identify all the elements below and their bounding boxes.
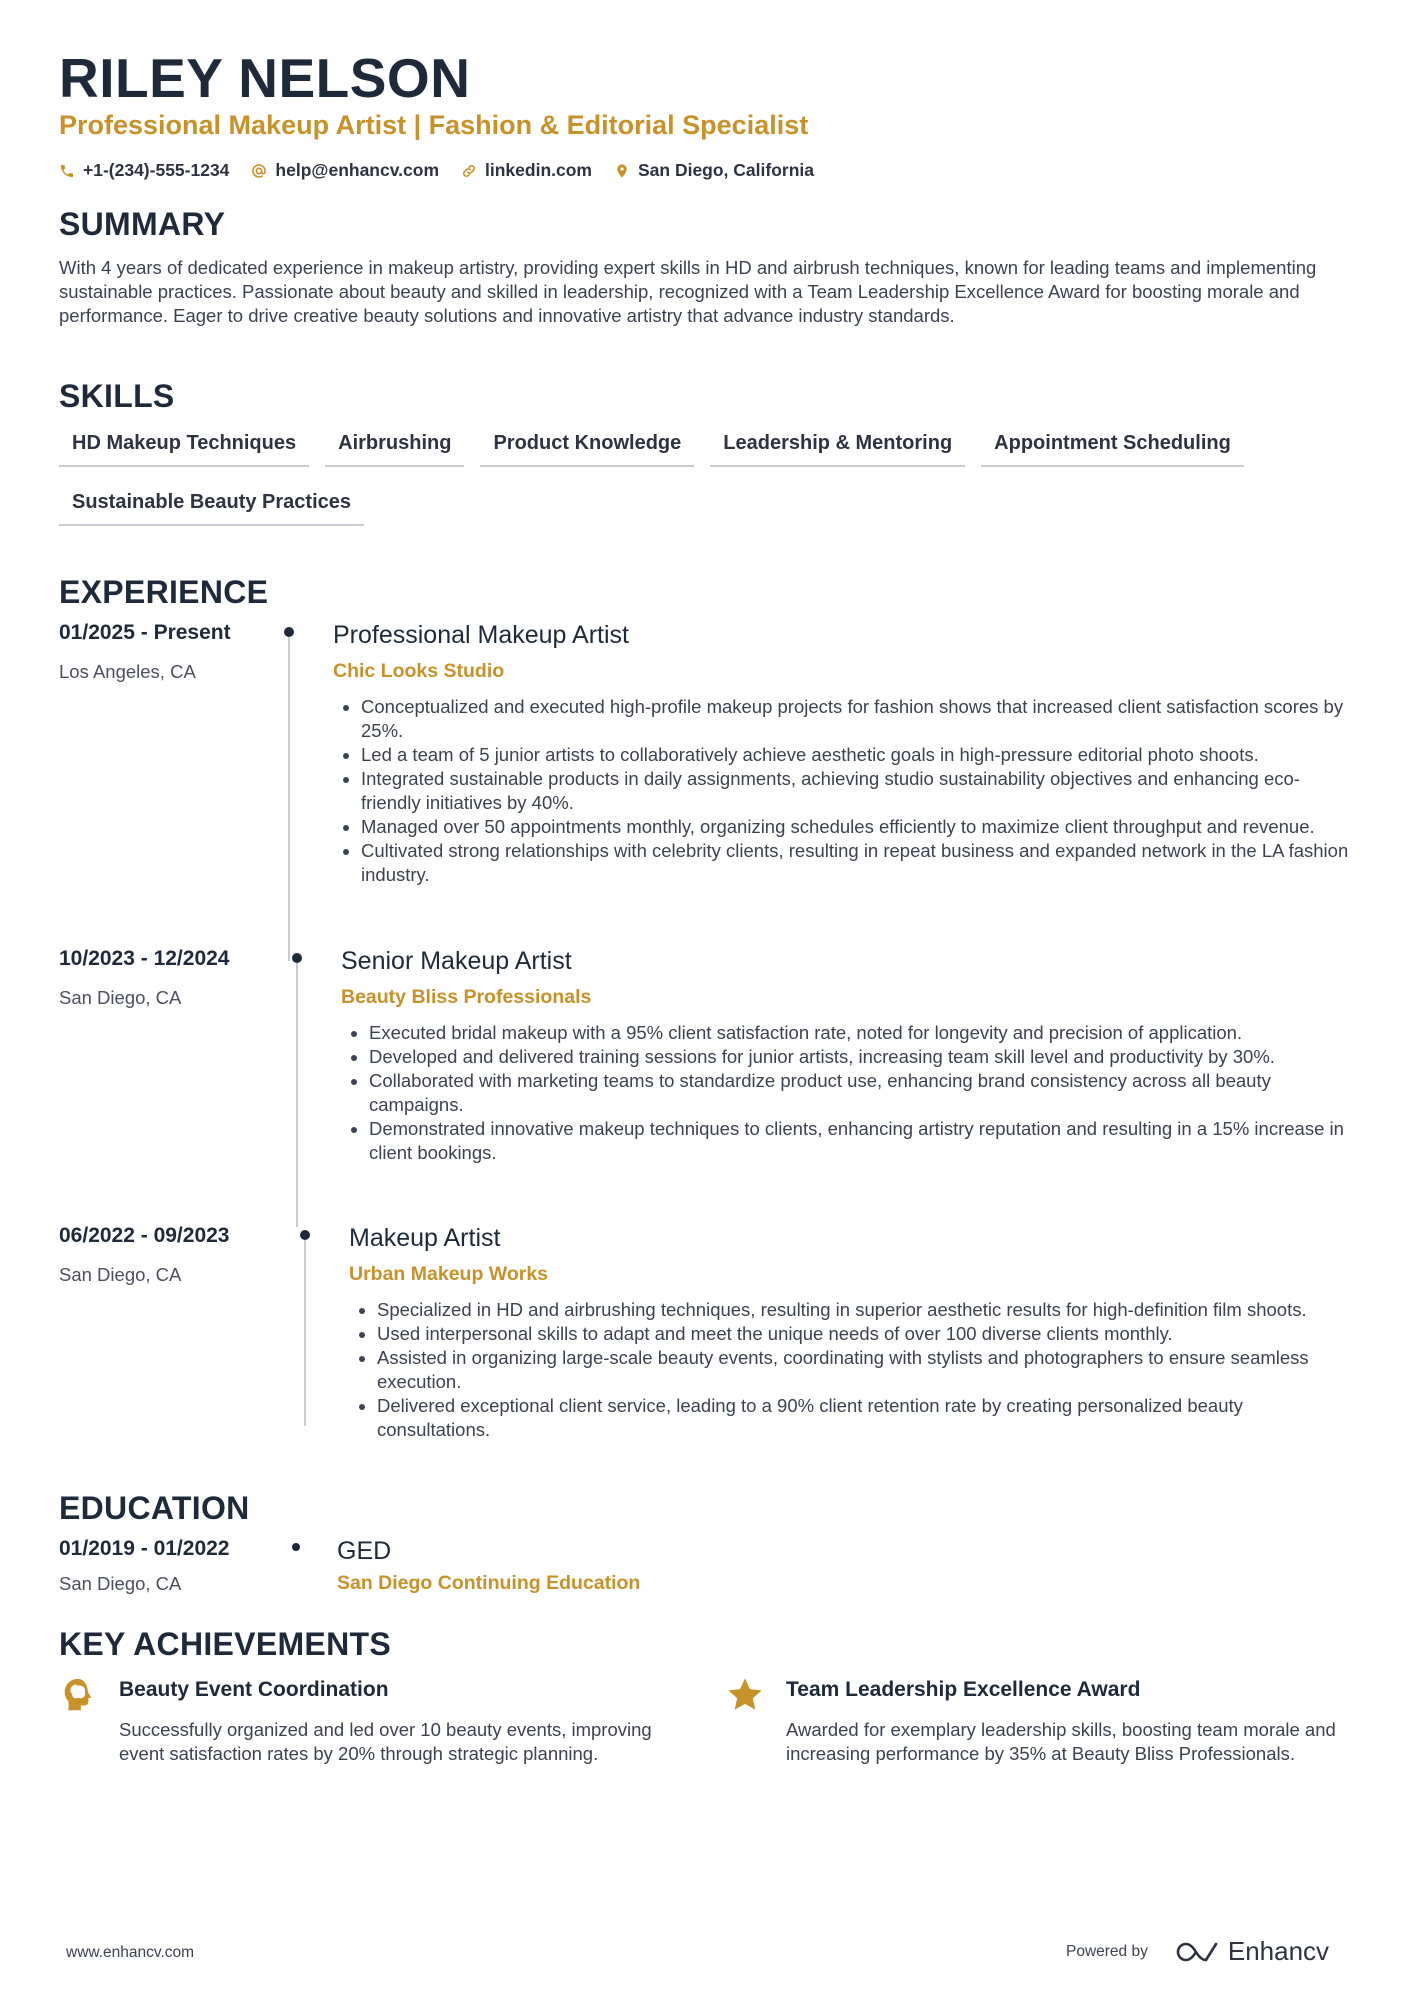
experience-bullet: • Used interpersonal skills to adapt and meet the unique needs of over 100 diverse clients monthly. [377,1322,1359,1346]
experience-bullets [333,695,1359,887]
skill-tag: Leadership & Mentoring [710,432,965,467]
skill-tag: Sustainable Beauty Practices [59,491,364,526]
skill-tag: Airbrushing [325,432,464,467]
experience-role: Makeup Artist [349,1224,501,1252]
experience-bullet: • Delivered exceptional client service, leading to a 90% client retention rate by creating personalized beauty consultations. [377,1394,1359,1442]
experience-bullet: • Collaborated with marketing teams to standardize product use, enhancing brand consistency across all beauty campaigns. [369,1069,1359,1117]
experience-date: 06/2022 - 09/2023 [59,1224,230,1247]
at-icon [251,163,267,179]
timeline-line [288,637,290,961]
experience-bullets [341,1021,1359,1165]
education-date: 01/2019 - 01/2022 [59,1537,230,1560]
education-degree: GED [337,1537,392,1565]
experience-date: 10/2023 - 12/2024 [59,947,230,970]
education-heading: EDUCATION [59,1490,250,1526]
footer-branding [1066,1936,1329,1967]
location-pin-icon [614,163,630,179]
experience-bullet: • Assisted in organizing large-scale beauty events, coordinating with stylists and photographers to ensure seamless execution. [377,1346,1359,1394]
experience-bullet: • Developed and delivered training sessions for junior artists, increasing team skill level and productivity by 30%. [369,1045,1359,1069]
education-content [337,1537,1337,1595]
education-location: San Diego, CA [59,1573,182,1594]
experience-bullet: • Integrated sustainable products in daily assignments, achieving studio sustainability objectives and enhancing eco-friendly initiatives by 40%. [361,767,1359,815]
contact-phone[interactable] [59,160,229,181]
summary-heading: SUMMARY [59,206,226,242]
email-text: help@enhancv.com [275,160,440,180]
experience-location: San Diego, CA [59,1264,182,1285]
star-icon [726,1676,764,1714]
experience-location: Los Angeles, CA [59,661,196,682]
experience-bullet: • Demonstrated innovative makeup techniques to clients, enhancing artistry reputation and resulting in a 15% increase in client bookings. [369,1117,1359,1165]
skill-tag: Product Knowledge [480,432,694,467]
experience-company: Chic Looks Studio [333,660,505,682]
enhancv-brand-link[interactable] [1174,1936,1329,1967]
experience-heading: EXPERIENCE [59,574,269,610]
enhancv-brand-name: Enhancv [1227,1936,1330,1966]
powered-by-label: Powered by [1066,1942,1148,1960]
timeline-dot [300,1230,310,1240]
timeline-dot [292,1543,300,1551]
location-text: San Diego, California [637,160,814,180]
experience-bullet: • Conceptualized and executed high-profile makeup projects for fashion shows that increased client satisfaction scores by 25%. [361,695,1359,743]
skill-tag: Appointment Scheduling [981,432,1244,467]
experience-location: San Diego, CA [59,987,182,1008]
experience-bullet: • Managed over 50 appointments monthly, organizing schedules efficiently to maximize client throughput and revenue. [361,815,1359,839]
link-icon [461,163,477,179]
achievement-title: Team Leadership Excellence Award [786,1678,1141,1701]
timeline-dot [284,627,294,637]
achievement-title: Beauty Event Coordination [119,1678,389,1701]
achievement-description: Awarded for exemplary leadership skills, boosting team morale and increasing performance by 35% at Beauty Bliss Professionals. [786,1719,1336,1764]
enhancv-logo-icon [1174,1940,1220,1964]
skills-list [59,432,1359,526]
contact-bar [59,160,814,181]
phone-icon [59,163,75,179]
timeline-line [296,963,298,1227]
candidate-headline: Professional Makeup Artist | Fashion & Editorial Specialist [59,110,809,140]
contact-location [614,160,814,181]
skills-heading: SKILLS [59,378,175,414]
achievement-description: Successfully organized and led over 10 beauty events, improving event satisfaction rates by 20% through strategic planning. [119,1719,652,1764]
experience-bullet: • Led a team of 5 junior artists to collaboratively achieve aesthetic goals in high-pressure editorial photo shoots. [361,743,1359,767]
timeline-dot [292,953,302,963]
contact-email[interactable] [251,160,439,181]
experience-content [349,1224,1359,1442]
experience-role: Professional Makeup Artist [333,621,629,649]
experience-content [333,621,1359,887]
candidate-name: RILEY NELSON [59,47,471,109]
experience-role: Senior Makeup Artist [341,947,572,975]
timeline-line [304,1240,306,1426]
footer-website-link[interactable]: www.enhancv.com [66,1944,195,1961]
experience-company: Urban Makeup Works [349,1263,549,1285]
summary-text: With 4 years of dedicated experience in makeup artistry, providing expert skills in HD and airbrush techniques, known for leading teams and implementing sustainable practices. Passionate about beauty and skilled in leadership, recognized with a Team Leadership Excellence Award for boosting morale and performance. Eager to drive creative beauty solutions and innovative artistry that advance industry standards. [59,257,1317,326]
education-school: San Diego Continuing Education [337,1572,641,1594]
contact-linkedin[interactable] [461,160,592,181]
experience-content [341,947,1359,1165]
brain-head-icon [59,1676,97,1714]
experience-date: 01/2025 - Present [59,621,231,644]
experience-bullets [349,1298,1359,1442]
experience-bullet: • Executed bridal makeup with a 95% client satisfaction rate, noted for longevity and precision of application. [369,1021,1359,1045]
skill-tag: HD Makeup Techniques [59,432,309,467]
experience-company: Beauty Bliss Professionals [341,986,592,1008]
linkedin-text: linkedin.com [485,160,592,180]
experience-bullet: • Specialized in HD and airbrushing techniques, resulting in superior aesthetic results for high-definition film shoots. [377,1298,1359,1322]
achievements-heading: KEY ACHIEVEMENTS [59,1626,391,1662]
experience-bullet: • Cultivated strong relationships with celebrity clients, resulting in repeat business and expanded network in the LA fashion industry. [361,839,1359,887]
phone-text: +1-(234)-555-1234 [83,160,230,180]
